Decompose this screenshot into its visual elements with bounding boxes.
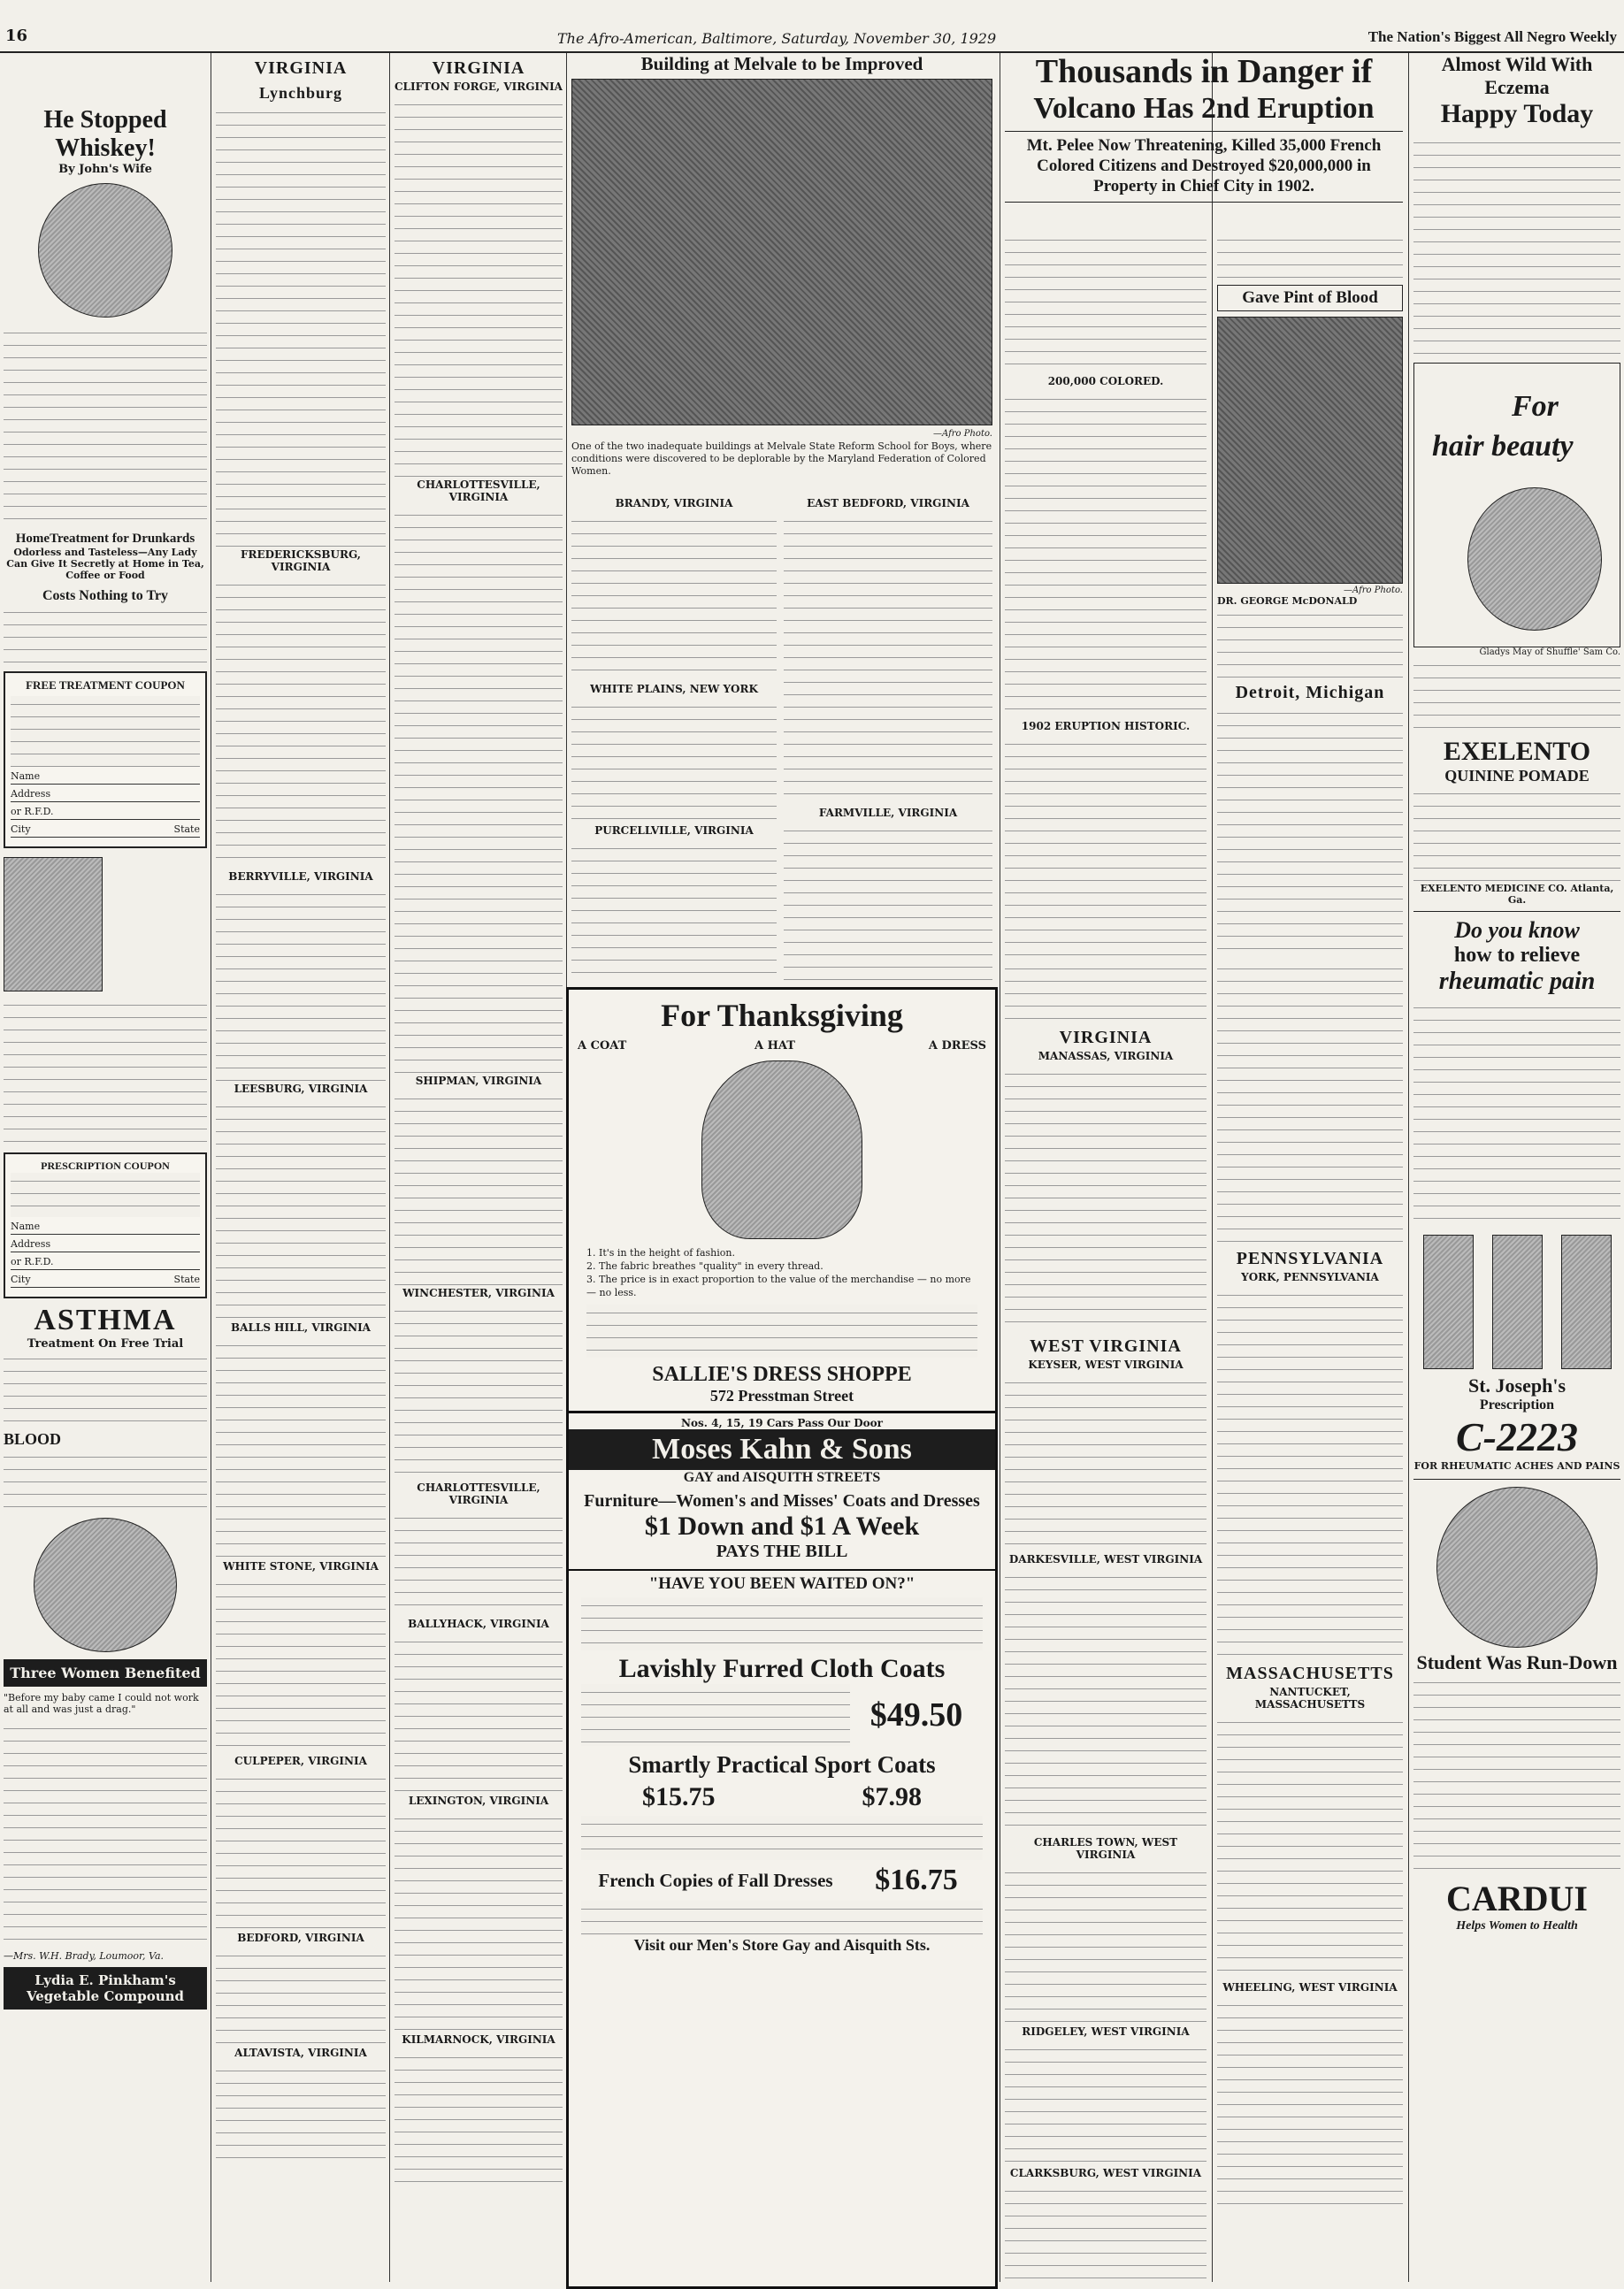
eczema-headline: Almost Wild With Eczema: [1441, 53, 1593, 98]
news-text: [571, 513, 777, 681]
column-virginia-1: [216, 53, 386, 2284]
coat-label: A COAT: [578, 1039, 627, 1053]
moses-cars-line: Nos. 4, 15, 19 Cars Pass Our Door: [681, 1417, 883, 1429]
news-text: [1005, 1569, 1207, 1834]
news-text: [784, 513, 992, 805]
asthma-title: ASTHMA: [34, 1304, 177, 1336]
coupon-body: [11, 696, 200, 767]
section-heading: BRANDY, VIRGINIA: [615, 497, 733, 509]
news-text: [1005, 1066, 1207, 1331]
section-heading: FREDERICKSBURG, VIRGINIA: [240, 548, 361, 573]
column-ads-left: [4, 53, 207, 2284]
testimonial-signature: —Mrs. W.H. Brady, Loumoor, Va.: [4, 1950, 165, 1962]
section-heading: CHARLES TOWN, WEST VIRGINIA: [1033, 1836, 1178, 1861]
medicine-bottle: [1561, 1235, 1612, 1369]
section-heading: WHITE STONE, VIRGINIA: [223, 1560, 379, 1573]
sport-coats-price: $15.75: [642, 1782, 716, 1811]
section-heading: WHEELING, WEST VIRGINIA: [1222, 1981, 1398, 1994]
volcano-story: [1005, 53, 1403, 208]
section-heading: YORK, PENNSYLVANIA: [1241, 1271, 1379, 1283]
center-advertisement: [566, 987, 998, 2289]
news-text: [1005, 391, 1207, 718]
prescription-city-field[interactable]: [11, 1274, 200, 1288]
hair-caption: Gladys May of Shuffle' Sam Co.: [1479, 647, 1620, 657]
sallies-shop-name: SALLIE'S DRESS SHOPPE: [652, 1363, 912, 1386]
cardui-tagline: Helps Women to Health: [1456, 1919, 1578, 1933]
hat-label: A HAT: [755, 1039, 795, 1053]
section-heading: NANTUCKET, MASSACHUSETTS: [1254, 1686, 1366, 1711]
coupon-rfd-field[interactable]: [11, 806, 200, 820]
hair-body: [1413, 657, 1620, 737]
coupon-name-field[interactable]: [11, 770, 200, 785]
coupon-title: FREE TREATMENT COUPON: [26, 678, 185, 692]
asthma-body: [4, 1351, 207, 1430]
stjoseph-title: St. Joseph's: [1467, 1374, 1567, 1397]
news-text: [1217, 232, 1403, 285]
news-text: [1217, 961, 1403, 1244]
coupon-address-field[interactable]: [11, 788, 200, 802]
waited-on-body: [581, 1597, 983, 1650]
news-text: [216, 1337, 386, 1558]
news-text: [571, 699, 777, 823]
sport-coats-body: [581, 1816, 983, 1860]
student-headline: Student Was Run-Down: [1416, 1651, 1618, 1673]
news-text: [395, 507, 563, 1073]
free-treatment-coupon: [4, 671, 207, 848]
news-text: [1005, 2183, 1207, 2284]
c2223-logo: C-2223: [1456, 1414, 1578, 1459]
news-text: [216, 1576, 386, 1753]
medicine-bottle: [1492, 1235, 1543, 1369]
eczema-subheadline: Happy Today: [1440, 99, 1594, 128]
stjoseph-prescription: Prescription: [1479, 1397, 1555, 1412]
state-heading: VIRGINIA: [432, 58, 525, 78]
section-heading: CHARLOTTESVILLE, VIRGINIA: [417, 478, 540, 503]
asthma-sub: Treatment On Free Trial: [27, 1337, 184, 1351]
news-text: [1005, 232, 1207, 373]
section-heading: FARMVILLE, VIRGINIA: [818, 807, 958, 819]
volcano-headline-1: Thousands in Danger if: [1035, 53, 1373, 90]
furred-coats-body: [581, 1684, 850, 1746]
state-heading: MASSACHUSETTS: [1226, 1664, 1394, 1683]
paper-slogan: The Nation's Biggest All Negro Weekly: [1367, 28, 1617, 45]
testimonial-body: [4, 997, 207, 1147]
blood-ad-title: BLOOD: [4, 1430, 62, 1448]
section-heading: MANASSAS, VIRGINIA: [1038, 1050, 1174, 1062]
state-label: State: [173, 1274, 200, 1285]
relieve-line-3: rheumatic pain: [1438, 968, 1596, 995]
moses-pays: PAYS THE BILL: [716, 1542, 848, 1561]
section-heading: DARKESVILLE, WEST VIRGINIA: [1008, 1553, 1203, 1566]
volcano-subhead: 1902 ERUPTION HISTORIC.: [1021, 720, 1191, 732]
news-text: [216, 1099, 386, 1320]
section-heading: PURCELLVILLE, VIRGINIA: [594, 824, 754, 837]
melvale-headline: Building at Melvale to be Improved: [640, 53, 923, 74]
melvale-building-photo: [571, 79, 992, 425]
section-heading: KEYSER, WEST VIRGINIA: [1028, 1359, 1184, 1371]
state-heading: PENNSYLVANIA: [1236, 1249, 1384, 1268]
news-text: [216, 2063, 386, 2169]
sallies-body: [586, 1305, 977, 1358]
rheumatic-tagline: FOR RHEUMATIC ACHES AND PAINS: [1413, 1460, 1620, 1472]
column-pennsylvania: [1217, 961, 1403, 2284]
home-treatment-title: HomeTreatment for Drunkards: [15, 532, 195, 546]
detroit-heading: Detroit, Michigan: [1235, 683, 1385, 702]
rfd-label: or R.F.D.: [11, 806, 54, 817]
hair-beauty-ad: [1413, 363, 1620, 647]
volcano-subhead: 200,000 COLORED.: [1047, 375, 1164, 387]
news-text: [1005, 961, 1207, 1022]
volcano-deck: Mt. Pelee Now Threatening, Killed 35,000 French Colored Citizens and Destroyed $20,000,000 in Property in Chief City in 1902.: [1026, 136, 1382, 195]
news-text: [216, 886, 386, 1081]
news-text: [395, 1634, 563, 1793]
column-rule: [389, 53, 390, 2282]
section-heading: EAST BEDFORD, VIRGINIA: [807, 497, 969, 509]
waited-on-headline: "HAVE YOU BEEN WAITED ON?": [648, 1574, 915, 1593]
section-heading: BALLS HILL, VIRGINIA: [230, 1321, 371, 1334]
news-text: [1005, 2041, 1207, 2165]
section-heading: CLARKSBURG, WEST VIRGINIA: [1009, 2167, 1202, 2179]
french-dresses-price: $16.75: [875, 1864, 958, 1896]
mcdonald-photo-credit: —Afro Photo.: [1344, 586, 1403, 595]
column-virginia-2: [395, 53, 563, 2284]
volcano-column-left: [1005, 232, 1207, 957]
city-heading: Lynchburg: [258, 84, 343, 102]
section-heading: LEXINGTON, VIRGINIA: [408, 1795, 549, 1807]
whiskey-ad-poem: [4, 325, 207, 528]
sport-coats-price: $7.98: [862, 1782, 922, 1811]
quinine-title: QUININE POMADE: [1444, 767, 1590, 785]
moses-terms: $1 Down and $1 A Week: [644, 1512, 920, 1541]
city-heading: CLIFTON FORGE, VIRGINIA: [395, 80, 563, 93]
news-text: [1217, 1714, 1403, 1979]
student-portrait: [1436, 1487, 1597, 1648]
mcdonald-caption: DR. GEORGE McDONALD: [1217, 595, 1358, 607]
moses-location: GAY and AISQUITH STREETS: [683, 1470, 881, 1485]
sallies-address: 572 Presstman Street: [709, 1387, 854, 1405]
melvale-photo-credit: —Afro Photo.: [933, 429, 992, 439]
news-text: [1005, 1864, 1207, 2024]
masthead: [0, 25, 1624, 53]
furred-coats-title: Lavishly Furred Cloth Coats: [618, 1654, 946, 1683]
section-heading: WHITE PLAINS, NEW YORK: [590, 683, 758, 695]
blood-headline: Gave Pint of Blood: [1217, 285, 1403, 311]
state-heading: WEST VIRGINIA: [1030, 1336, 1182, 1356]
news-text: [216, 577, 386, 869]
section-heading: ALTAVISTA, VIRGINIA: [234, 2047, 367, 2059]
sallies-point: 2. The fabric breathes "quality" in every thread.: [586, 1260, 823, 1272]
name-label: Name: [11, 770, 41, 782]
paper-dateline: The Afro-American, Baltimore, Saturday, November 30, 1929: [557, 30, 997, 47]
volcano-headline-2: Volcano Has 2nd Eruption: [1033, 92, 1375, 125]
student-body: [1413, 1674, 1620, 1878]
prescription-name-field[interactable]: [11, 1221, 200, 1235]
section-heading: BALLYHACK, VIRGINIA: [408, 1618, 549, 1630]
relieve-line-2: how to relieve: [1453, 944, 1581, 967]
column-rule: [1408, 53, 1409, 2282]
whiskey-ad-illustration: [38, 183, 172, 318]
news-text: [1217, 705, 1403, 957]
column-rule: [1212, 53, 1213, 2282]
prescription-coupon-title: PRESCRIPTION COUPON: [41, 1160, 170, 1172]
news-text: [216, 1948, 386, 2045]
news-text: [395, 1811, 563, 2032]
state-heading: VIRGINIA: [1059, 1028, 1153, 1047]
sallies-point: 3. The price is in exact proportion to the value of the merchandise — no more — no less.: [586, 1274, 971, 1298]
news-text: [1005, 736, 1207, 957]
melvale-story: [571, 53, 992, 479]
prescription-body: [11, 1173, 200, 1217]
news-text: [1005, 1374, 1207, 1551]
thanksgiving-title: For Thanksgiving: [661, 998, 903, 1033]
french-dresses-title: French Copies of Fall Dresses: [598, 1869, 833, 1891]
eczema-body: [1413, 134, 1620, 356]
gladys-may-portrait: [1467, 487, 1602, 631]
sport-coats-title: Smartly Practical Sport Coats: [628, 1751, 936, 1778]
moses-kahn-name: Moses Kahn & Sons: [569, 1429, 995, 1470]
testimonial-portrait: [4, 857, 103, 991]
tasteless-line: Odorless and Tasteless—Any Lady Can Give It Secretly at Home in Tea, Coffee or Food: [6, 547, 204, 581]
prescription-rfd-field[interactable]: [11, 1256, 200, 1270]
column-west-virginia: [1005, 961, 1207, 2284]
section-heading: CULPEPER, VIRGINIA: [234, 1755, 367, 1767]
fashion-illustration: [701, 1060, 862, 1239]
news-text: [395, 1303, 563, 1480]
costs-nothing-body: [4, 604, 207, 666]
address-label: Address: [11, 1238, 51, 1250]
relieve-line-1: Do you know: [1454, 917, 1580, 943]
mcdonald-caption-text: [1217, 607, 1403, 678]
prescription-coupon: [4, 1152, 207, 1298]
melvale-left-column: [571, 495, 777, 982]
news-text: [1217, 1997, 1403, 2209]
section-heading: WINCHESTER, VIRGINIA: [402, 1287, 555, 1299]
section-heading: LEESBURG, VIRGINIA: [234, 1083, 368, 1095]
news-text: [395, 96, 563, 477]
mcdonald-photo: [1217, 317, 1403, 584]
page-number: 16: [5, 27, 28, 45]
state-label: State: [173, 823, 200, 835]
exelento-company: EXELENTO MEDICINE CO. Atlanta, Ga.: [1420, 883, 1614, 906]
blood-ad-body: [4, 1449, 207, 1511]
medicine-bottle: [1423, 1235, 1474, 1369]
news-text: [571, 840, 777, 982]
pinkham-label: Lydia E. Pinkham's Vegetable Compound: [4, 1967, 207, 2010]
whiskey-ad-title: He Stopped Whiskey!: [43, 106, 167, 162]
dress-label: A DRESS: [928, 1039, 986, 1053]
three-women-banner: Three Women Benefited: [4, 1659, 207, 1687]
moses-offer: Furniture—Women's and Misses' Coats and Dresses: [584, 1491, 980, 1511]
address-label: Address: [11, 788, 51, 800]
three-women-body: [4, 1720, 207, 1950]
section-heading: RIDGELEY, WEST VIRGINIA: [1022, 2025, 1190, 2038]
city-label: City: [11, 1274, 31, 1285]
section-heading: CHARLOTTESVILLE, VIRGINIA: [417, 1481, 540, 1506]
rheumatic-body: [1413, 999, 1620, 1229]
french-dresses-body: [581, 1901, 983, 1936]
news-text: [395, 1091, 563, 1285]
sallies-point: 1. It's in the height of fashion.: [586, 1247, 735, 1259]
news-text: [1217, 1287, 1403, 1658]
coupon-city-field[interactable]: [11, 823, 200, 838]
name-label: Name: [11, 1221, 41, 1232]
news-text: [395, 2049, 563, 2191]
section-heading: BEDFORD, VIRGINIA: [237, 1932, 364, 1944]
volcano-column-right: [1217, 232, 1403, 957]
furred-coats-price: $49.50: [869, 1696, 963, 1734]
mens-store-line: Visit our Men's Store Gay and Aisquith Sts.: [633, 1936, 931, 1954]
whiskey-ad-byline: By John's Wife: [58, 163, 152, 176]
section-heading: KILMARNOCK, VIRGINIA: [402, 2033, 555, 2046]
exelento-body: [1413, 785, 1620, 883]
section-heading: SHIPMAN, VIRGINIA: [415, 1075, 542, 1087]
news-text: [784, 823, 992, 982]
news-text: [216, 1771, 386, 1930]
state-heading: VIRGINIA: [254, 58, 348, 78]
news-text: [395, 1510, 563, 1616]
hair-beauty-title: hair beauty: [1432, 430, 1574, 463]
city-label: City: [11, 823, 31, 835]
three-women-portrait: [34, 1518, 177, 1652]
news-text: [216, 104, 386, 547]
section-heading: BERRYVILLE, VIRGINIA: [228, 870, 373, 883]
prescription-address-field[interactable]: [11, 1238, 200, 1252]
hair-for: For: [1512, 390, 1559, 423]
cardui-logo: CARDUI: [1446, 1879, 1588, 1918]
column-ads-right: [1413, 53, 1620, 2284]
three-women-quote: "Before my baby came I could not work at all and was just a drag.": [4, 1692, 199, 1715]
rfd-label: or R.F.D.: [11, 1256, 54, 1267]
melvale-right-column: [784, 495, 992, 982]
exelento-title: EXELENTO: [1443, 737, 1591, 766]
melvale-caption: One of the two inadequate buildings at Melvale State Reform School for Boys, where conditions were discovered to be deplorable by the Maryland Federation of Colored Women.: [571, 440, 992, 477]
costs-nothing-title: Costs Nothing to Try: [42, 588, 169, 603]
